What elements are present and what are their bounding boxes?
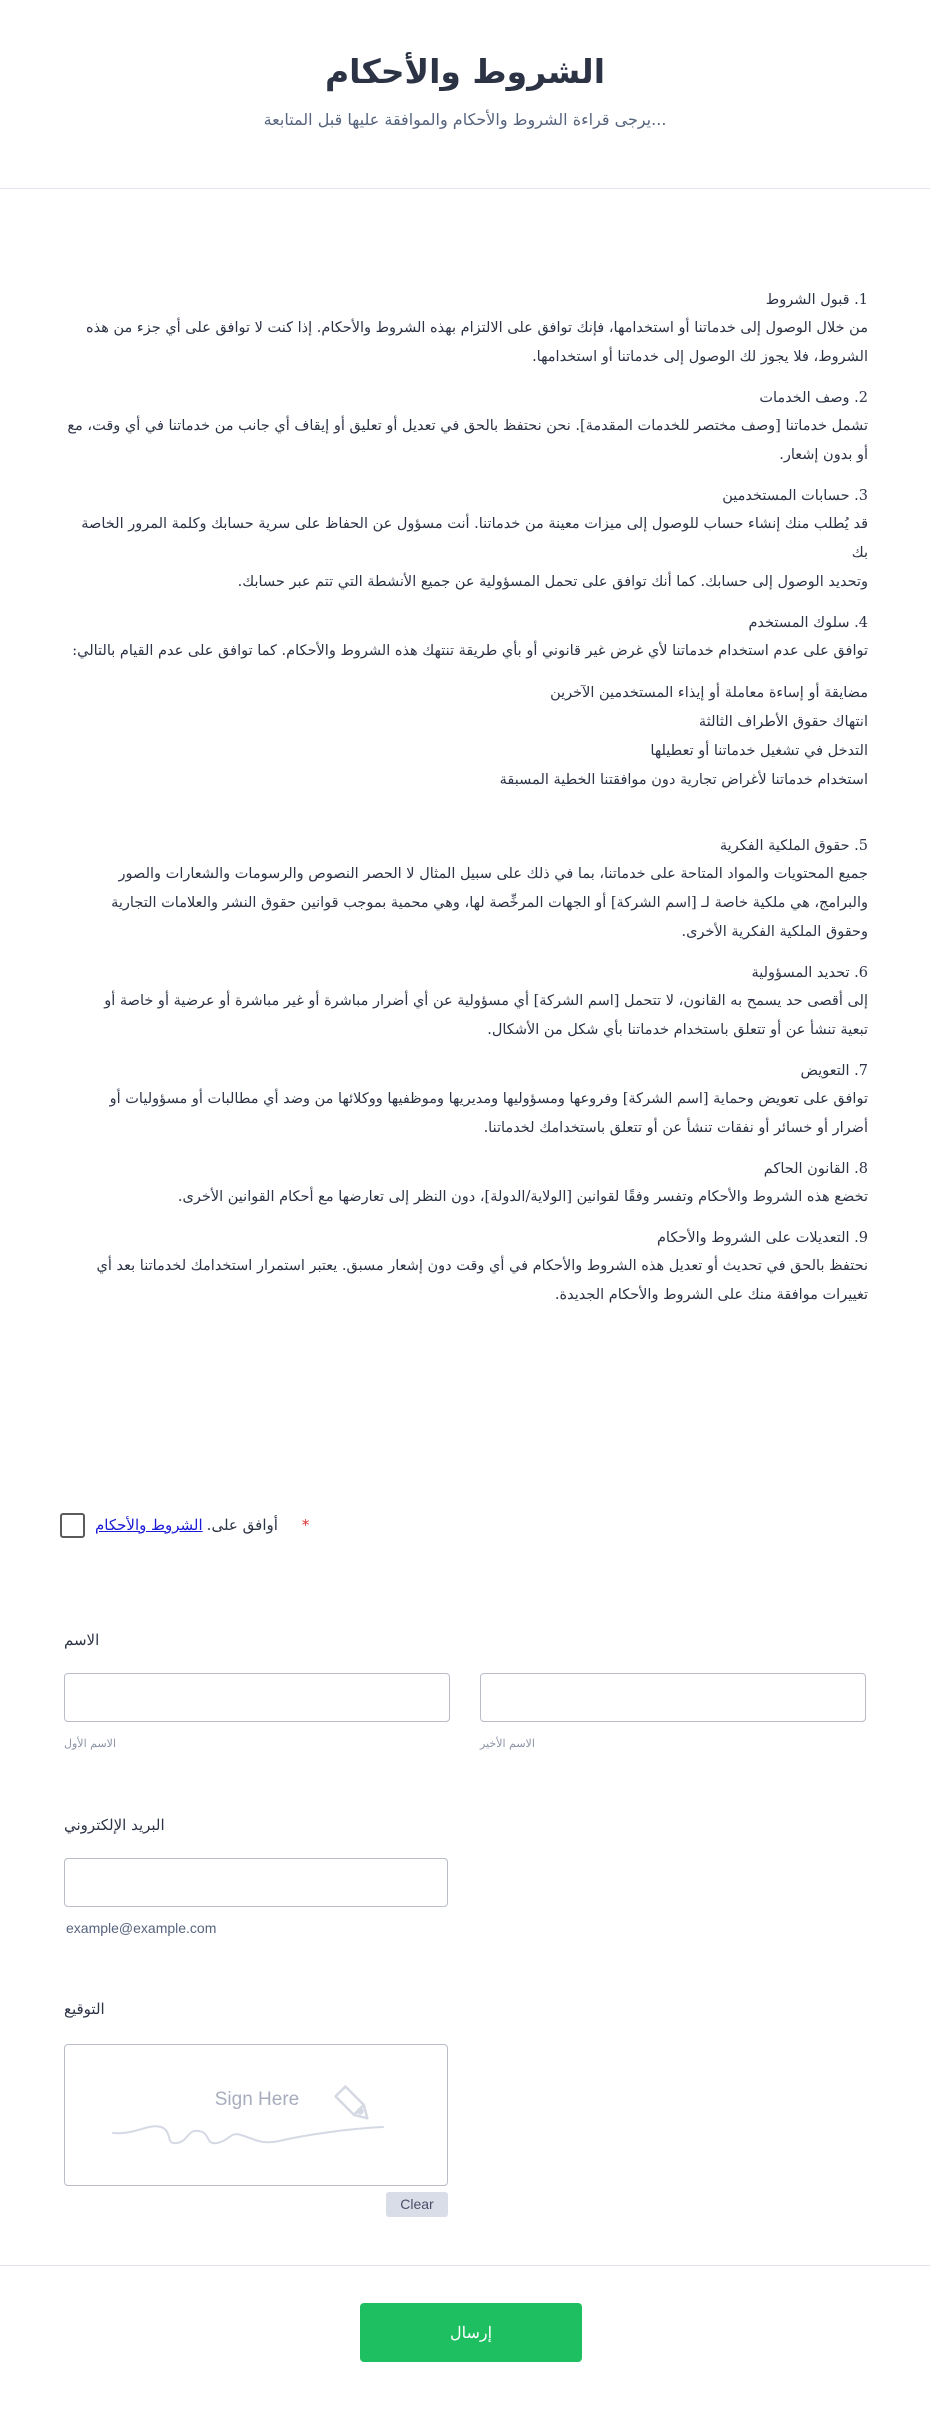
agree-prefix: .أوافق على — [206, 1516, 278, 1534]
page-title: الشروط والأحكام — [324, 52, 606, 91]
form-header — [0, 0, 930, 189]
section-title: 4. سلوك المستخدم — [748, 615, 868, 631]
section-line: أضرار أو خسائر أو نفقات تنشأ عن أو تتعلق باستخدامك لخدماتنا. — [483, 1120, 868, 1136]
terms-link[interactable]: الشروط والأحكام — [95, 1516, 203, 1534]
section-title: 3. حسابات المستخدمين — [722, 488, 868, 504]
section-title: 7. التعويض — [800, 1063, 868, 1079]
terms-section — [64, 1058, 868, 1143]
signature-pad[interactable] — [64, 2044, 448, 2186]
section-line: الشروط، فلا يجوز لك الوصول إلى خدماتنا أو استخدامها. — [532, 349, 868, 365]
clear-signature-button[interactable]: Clear — [386, 2192, 448, 2217]
section-title: 6. تحديد المسؤولية — [751, 965, 868, 981]
first-name-field[interactable] — [64, 1673, 450, 1722]
section-line: تبعية تنشأ عن أو تتعلق باستخدام خدماتنا بأي شكل من الأشكال. — [487, 1022, 868, 1038]
footer-divider — [0, 2265, 930, 2266]
section-line: من خلال الوصول إلى خدماتنا أو استخدامها، فإنك توافق على الالتزام بهذه الشروط والأحكام. إذا كنت لا توافق على أي جزء من هذه — [86, 320, 868, 336]
terms-section — [64, 287, 868, 372]
signature-label: التوقيع — [64, 2000, 105, 2018]
page-subtitle: يرجى قراءة الشروط والأحكام والموافقة عليها قبل المتابعة... — [263, 110, 667, 129]
section-line: توافق على تعويض وحماية [اسم الشركة] وفروعها ومسؤوليها ومديريها وموظفيها ووكلائها من وضد أي مطالبات أو مسؤوليات أو — [109, 1091, 868, 1107]
name-label: الاسم — [64, 1631, 100, 1649]
last-name-sublabel: الاسم الأخير — [480, 1737, 535, 1750]
signature-pen-icon — [65, 2045, 449, 2187]
section-title: 2. وصف الخدمات — [759, 390, 868, 406]
terms-section — [64, 1225, 868, 1310]
list-item: مضايقة أو إساءة معاملة أو إيذاء المستخدمين الآخرين — [550, 685, 868, 701]
terms-section — [64, 1156, 868, 1212]
section-line: نحتفظ بالحق في تحديث أو تعديل هذه الشروط والأحكام في أي وقت دون إشعار مسبق. يعتبر استمرار استخدامك لخدماتنا بعد أي — [96, 1258, 868, 1274]
required-mark: * — [301, 1516, 310, 1534]
section-line: إلى أقصى حد يسمح به القانون، لا تتحمل [اسم الشركة] أي مسؤولية عن أي أضرار مباشرة أو غير مباشرة أو عرضية أو خاصة أو — [104, 993, 868, 1009]
first-name-sublabel: الاسم الأول — [64, 1737, 116, 1750]
agree-checkbox[interactable] — [60, 1513, 85, 1538]
agree-row — [60, 1510, 309, 1540]
list-item: التدخل في تشغيل خدماتنا أو تعطيلها — [650, 743, 868, 759]
email-label: البريد الإلكتروني — [64, 1816, 165, 1834]
section-line: وتحديد الوصول إلى حسابك. كما أنك توافق على تحمل المسؤولية عن جميع الأنشطة التي تتم عبر حسابك. — [237, 574, 868, 590]
section-line: جميع المحتويات والمواد المتاحة على خدماتنا، بما في ذلك على سبيل المثال لا الحصر النصوص والرسومات والشعارات والصور — [118, 866, 868, 882]
section-title: 1. قبول الشروط — [765, 292, 868, 308]
terms-content — [64, 287, 868, 1323]
section-line: تغييرات موافقة منك على الشروط والأحكام الجديدة. — [554, 1287, 868, 1303]
list-item: انتهاك حقوق الأطراف الثالثة — [698, 714, 868, 730]
email-field[interactable] — [64, 1858, 448, 1907]
section-line: أو بدون إشعار. — [779, 447, 868, 463]
section-line: قد يُطلب منك إنشاء حساب للوصول إلى ميزات معينة من خدماتنا. أنت مسؤول عن الحفاظ على سرية حسابك وكلمة المرور الخاصة بك — [81, 516, 868, 561]
list-item: استخدام خدماتنا لأغراض تجارية دون موافقتنا الخطية المسبقة — [499, 772, 868, 788]
conduct-list — [64, 679, 868, 795]
section-line: وحقوق الملكية الفكرية الأخرى. — [681, 924, 868, 940]
terms-section — [64, 960, 868, 1045]
section-title: 5. حقوق الملكية الفكرية — [719, 838, 868, 854]
section-title: 9. التعديلات على الشروط والأحكام — [656, 1230, 868, 1246]
submit-button[interactable]: إرسال — [360, 2303, 582, 2362]
section-line: توافق على عدم استخدام خدماتنا لأي غرض غير قانوني أو بأي طريقة تنتهك هذه الشروط والأحكام. كما توافق على عدم القيام بالتالي: — [72, 643, 868, 659]
section-line: تشمل خدماتنا [وصف مختصر للخدمات المقدمة]. نحن نحتفظ بالحق في تعديل أو تعليق أو إيقاف أي جانب من خدماتنا في أي وقت، مع — [67, 418, 868, 434]
section-line: والبرامج، هي ملكية خاصة لـ [اسم الشركة] أو الجهات المرخِّصة لها، وهي محمية بموجب قوانين حقوق النشر والعلامات التجارية — [111, 895, 868, 911]
terms-section — [64, 483, 868, 597]
section-line: تخضع هذه الشروط والأحكام وتفسر وفقًا لقوانين [الولاية/الدولة]، دون النظر إلى تعارضها مع أحكام القوانين الأخرى. — [177, 1189, 868, 1205]
terms-section — [64, 385, 868, 470]
last-name-field[interactable] — [480, 1673, 866, 1722]
terms-section — [64, 833, 868, 947]
agree-label — [95, 1516, 278, 1534]
signature-placeholder: Sign Here — [214, 2089, 300, 2110]
email-hint: example@example.com — [66, 1920, 217, 1936]
terms-section — [64, 610, 868, 666]
section-title: 8. القانون الحاكم — [763, 1161, 868, 1177]
